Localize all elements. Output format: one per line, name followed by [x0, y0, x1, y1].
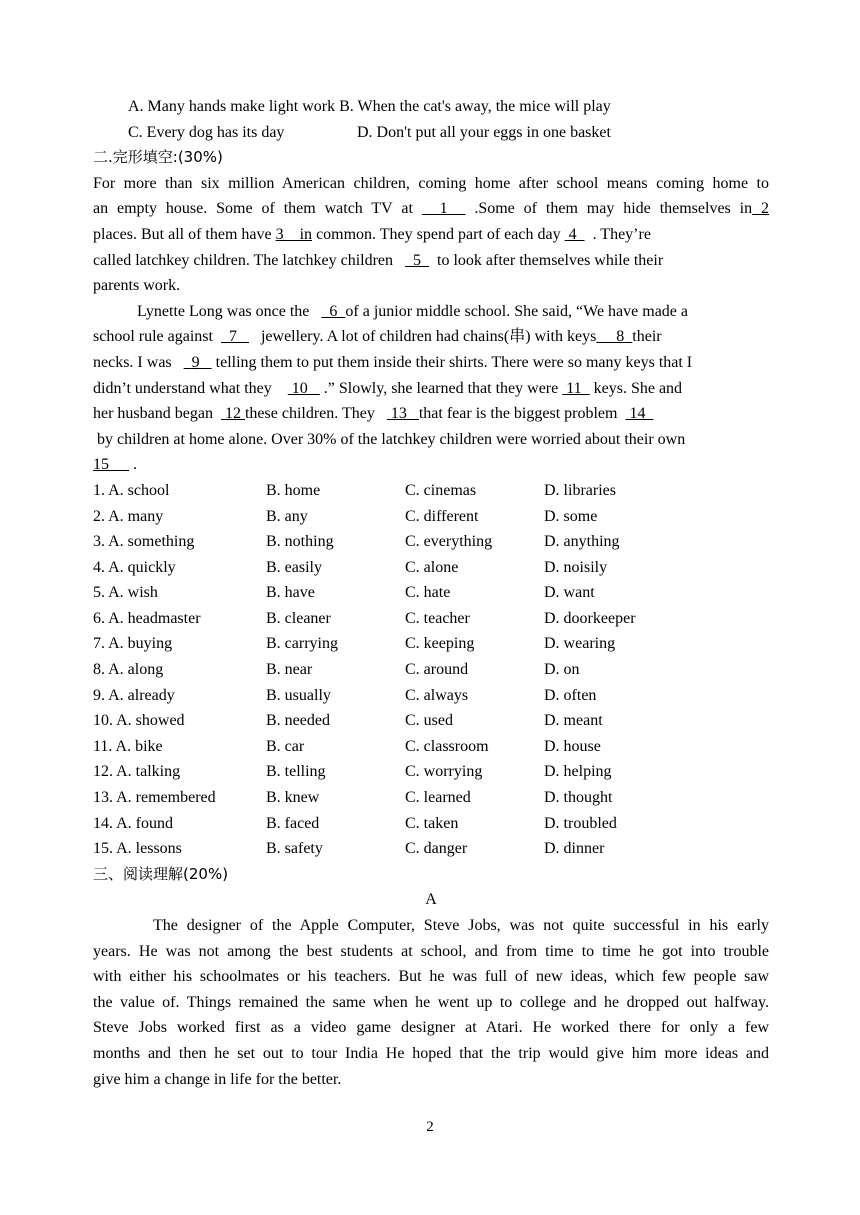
option-row — [93, 606, 769, 632]
option-b: B. any — [266, 507, 308, 525]
blank-8: 8 — [616, 328, 625, 346]
cloze-p2-line2 — [93, 324, 769, 350]
option-b: B. usually — [266, 686, 331, 704]
option-a: 14. A. found — [93, 814, 173, 832]
option-d: D. anything — [544, 533, 620, 551]
option-row — [93, 836, 769, 862]
option-c: C. classroom — [405, 737, 489, 755]
blank-9: 9 — [191, 353, 200, 371]
cloze-text: For more than six million American children, coming home after school means coming home to — [93, 174, 769, 192]
option-a: 7. A. buying — [93, 635, 173, 653]
option-d: D. dinner — [544, 840, 605, 858]
cloze-text: . — [133, 456, 137, 474]
option-a: 2. A. many — [93, 507, 164, 525]
passage-label — [93, 887, 769, 913]
option-b: B. nothing — [266, 533, 334, 551]
reading-line-1 — [93, 913, 769, 939]
cloze-text: . They’re — [592, 225, 651, 243]
blank-3: 3 in — [275, 225, 313, 243]
option-a: 13. A. remembered — [93, 789, 216, 807]
page-number-text: 2 — [426, 1119, 434, 1135]
proverb-options-ab — [93, 94, 769, 120]
page-number — [0, 1115, 860, 1141]
reading-text: months and then he set out to tour India He hoped that the trip would give him more ideas and — [93, 1044, 769, 1062]
option-c: C. danger — [405, 840, 468, 858]
reading-line-7 — [93, 1067, 769, 1093]
cloze-text: necks. I was — [93, 353, 172, 371]
reading-text: Steve Jobs worked first as a video game designer at Atari. He worked there for only a few — [93, 1019, 769, 1037]
option-d: D. house — [544, 737, 601, 755]
blank-15: 15 — [93, 456, 109, 474]
reading-line-6 — [93, 1041, 769, 1067]
option-d: D. wearing — [544, 635, 616, 653]
cloze-text: didn’t understand what they — [93, 379, 272, 397]
option-b: B. needed — [266, 712, 330, 730]
cloze-text: to look after themselves while their — [437, 251, 664, 269]
reading-text: give him a change in life for the better. — [93, 1070, 342, 1088]
blank-14: 14 — [629, 405, 646, 423]
cloze-p1-line1 — [93, 171, 769, 197]
cloze-text: her husband began — [93, 405, 213, 423]
reading-text: the value of. Things remained the same when he went up to college and he dropped out halfway. — [93, 993, 769, 1011]
option-b: B. cleaner — [266, 609, 331, 627]
option-d: D. often — [544, 686, 597, 704]
blank-7: 7 — [228, 328, 237, 346]
option-b: B. easily — [266, 558, 322, 576]
cloze-text: .Some of them may hide themselves in — [474, 200, 753, 218]
option-c: C. used — [405, 712, 453, 730]
blank-11: 11 — [566, 379, 582, 397]
option-b: B. home — [266, 481, 321, 499]
option-d: D. libraries — [544, 481, 616, 499]
option-c: C. taken — [405, 814, 459, 832]
blank-10: 10 — [291, 379, 308, 397]
option-a: 5. A. wish — [93, 584, 158, 602]
cloze-text: an empty house. Some of them watch TV at — [93, 200, 413, 218]
cloze-text: that fear is the biggest problem — [418, 405, 618, 423]
proverb-option-c: C. Every dog has its day — [128, 123, 285, 141]
cloze-p2-line5 — [93, 401, 769, 427]
option-a: 3. A. something — [93, 533, 195, 551]
cloze-text: Lynette Long was once the — [137, 302, 310, 320]
option-b: B. near — [266, 661, 313, 679]
option-row — [93, 478, 769, 504]
option-c: C. cinemas — [405, 481, 477, 499]
option-row — [93, 555, 769, 581]
option-row — [93, 683, 769, 709]
cloze-text: called latchkey children. The latchkey children — [93, 251, 394, 269]
cloze-text: telling them to put them inside their shirts. There were so many keys that I — [215, 353, 693, 371]
cloze-p1-line4 — [93, 248, 769, 274]
option-row — [93, 734, 769, 760]
option-b: B. telling — [266, 763, 326, 781]
blank-12: 12 — [224, 405, 241, 423]
option-d: D. helping — [544, 763, 612, 781]
cloze-text: school rule against — [93, 328, 213, 346]
option-b: B. safety — [266, 840, 323, 858]
option-d: D. noisily — [544, 558, 608, 576]
option-d: D. thought — [544, 789, 613, 807]
option-c: C. teacher — [405, 609, 470, 627]
option-d: D. meant — [544, 712, 603, 730]
blank-4: 4 — [568, 225, 577, 243]
option-b: B. have — [266, 584, 315, 602]
cloze-text: these children. They — [244, 405, 375, 423]
option-c: C. different — [405, 507, 479, 525]
option-b: B. knew — [266, 789, 320, 807]
reading-text: The designer of the Apple Computer, Steve Jobs, was not quite successful in his early — [153, 917, 769, 934]
option-row — [93, 580, 769, 606]
cloze-p2-line7 — [93, 452, 769, 478]
reading-line-4 — [93, 990, 769, 1016]
reading-line-5 — [93, 1015, 769, 1041]
cloze-p1-line5 — [93, 273, 769, 299]
cloze-p2-line6 — [93, 427, 769, 453]
blank-2: 2 — [761, 200, 770, 218]
option-row — [93, 529, 769, 555]
cloze-text: common. They spend part of each day — [316, 225, 561, 243]
blank-6: 6 — [329, 302, 338, 320]
cloze-options-list — [93, 478, 769, 862]
section-heading-cloze — [93, 145, 769, 171]
option-row — [93, 657, 769, 683]
option-row — [93, 811, 769, 837]
cloze-p2-line4 — [93, 376, 769, 402]
option-c: C. everything — [405, 533, 493, 551]
option-d: D. doorkeeper — [544, 609, 636, 627]
option-row — [93, 759, 769, 785]
option-a: 12. A. talking — [93, 763, 181, 781]
option-d: D. want — [544, 584, 595, 602]
option-d: D. troubled — [544, 814, 617, 832]
option-d: D. some — [544, 507, 598, 525]
cloze-p2-line1 — [93, 299, 769, 325]
cloze-text: of a junior middle school. She said, “We have made a — [345, 302, 688, 320]
reading-line-2 — [93, 939, 769, 965]
cloze-text: by children at home alone. Over 30% of the latchkey children were worried about their own — [97, 430, 686, 448]
cloze-text: jewellery. A lot of children had chains(串) with keys — [260, 328, 597, 346]
option-a: 4. A. quickly — [93, 558, 176, 576]
cloze-text: parents work. — [93, 277, 181, 295]
cloze-text: places. But all of them have — [93, 225, 272, 243]
option-a: 15. A. lessons — [93, 840, 182, 858]
option-b: B. faced — [266, 814, 320, 832]
blank-1: 1 — [439, 200, 448, 218]
option-row — [93, 785, 769, 811]
option-a: 6. A. headmaster — [93, 609, 201, 627]
option-row — [93, 708, 769, 734]
option-c: C. keeping — [405, 635, 475, 653]
reading-text: years. He was not among the best students at school, and from time to time he got into trouble — [93, 942, 769, 960]
cloze-p2-line3 — [93, 350, 769, 376]
option-c: C. hate — [405, 584, 451, 602]
cloze-heading: 二.完形填空:(30%) — [93, 148, 223, 167]
option-c: C. alone — [405, 558, 459, 576]
reading-line-3 — [93, 964, 769, 990]
option-a: 10. A. showed — [93, 712, 185, 730]
option-row — [93, 631, 769, 657]
option-b: B. car — [266, 737, 305, 755]
blank-13: 13 — [390, 405, 407, 423]
option-d: D. on — [544, 661, 580, 679]
passage-label-text: A — [425, 891, 437, 909]
cloze-text: their — [632, 328, 662, 346]
option-a: 9. A. already — [93, 686, 175, 704]
cloze-p1-line3 — [93, 222, 769, 248]
option-a: 1. A. school — [93, 481, 170, 499]
option-c: C. around — [405, 661, 469, 679]
reading-heading: 三、阅读理解(20%) — [93, 864, 229, 883]
cloze-text: keys. She and — [593, 379, 683, 397]
cloze-p1-line2 — [93, 196, 769, 222]
option-a: 8. A. along — [93, 661, 164, 679]
proverb-options-cd — [93, 120, 769, 146]
section-heading-reading — [93, 862, 769, 888]
proverb-option-d: D. Don't put all your eggs in one basket — [357, 123, 611, 141]
option-c: C. worrying — [405, 763, 483, 781]
proverb-line-ab: A. Many hands make light work B. When the cat's away, the mice will play — [128, 98, 611, 115]
option-row — [93, 504, 769, 530]
blank-5: 5 — [413, 251, 422, 269]
option-c: C. learned — [405, 789, 471, 807]
page-content — [93, 94, 769, 1092]
option-b: B. carrying — [266, 635, 338, 653]
reading-text: with either his schoolmates or his teachers. But he was full of new ideas, which few people saw — [93, 968, 769, 986]
option-c: C. always — [405, 686, 469, 704]
cloze-text: .” Slowly, she learned that they were — [323, 379, 559, 397]
option-a: 11. A. bike — [93, 737, 163, 755]
